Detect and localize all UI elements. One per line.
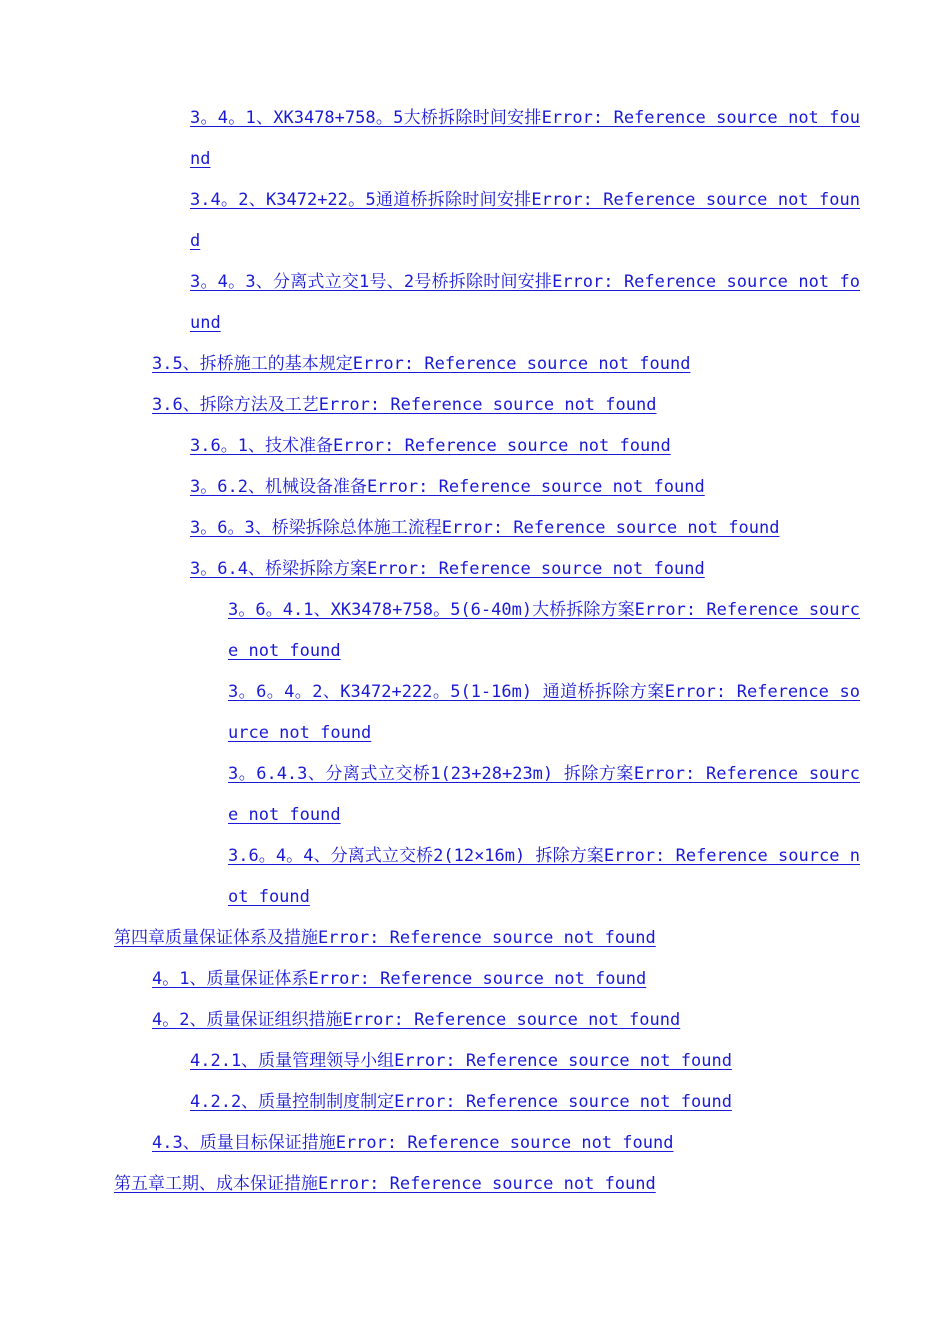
toc-entry-4-3[interactable]: 4.3、质量目标保证措施Error: Reference source not found (152, 1133, 674, 1153)
toc-entry-3-4-3[interactable]: 3。4。3、分离式立交1号、2号桥拆除时间安排Error: Reference source not found (190, 272, 860, 333)
toc-entry-4-2-2[interactable]: 4.2.2、质量控制制度制定Error: Reference source not found (190, 1092, 732, 1112)
toc-entry-3-4-1[interactable]: 3。4。1、XK3478+758。5大桥拆除时间安排Error: Reference source not found (190, 108, 860, 169)
toc-entry-4-2-1[interactable]: 4.2.1、质量管理领导小组Error: Reference source not found (190, 1051, 732, 1071)
toc-entry-3-6-2[interactable]: 3。6.2、机械设备准备Error: Reference source not found (190, 477, 705, 497)
toc-entry-3-6-4-1[interactable]: 3。6。4.1、XK3478+758。5(6-40m)大桥拆除方案Error: Reference source not found (228, 600, 860, 661)
toc-entry-3-5[interactable]: 3.5、拆桥施工的基本规定Error: Reference source not found (152, 354, 691, 374)
toc-entry-4-1[interactable]: 4。1、质量保证体系Error: Reference source not found (152, 969, 647, 989)
table-of-contents (0, 98, 950, 1205)
toc-entry-3-6-4-3[interactable]: 3。6.4.3、分离式立交桥1(23+28+23m) 拆除方案Error: Reference source not found (228, 764, 860, 825)
toc-entry-chapter-4[interactable]: 第四章质量保证体系及措施Error: Reference source not found (114, 928, 656, 948)
toc-entry-3-6-4-4[interactable]: 3.6。4。4、分离式立交桥2(12×16m) 拆除方案Error: Reference source not found (228, 846, 860, 907)
toc-entry-chapter-5[interactable]: 第五章工期、成本保证措施Error: Reference source not found (114, 1174, 656, 1194)
toc-entry-3-6[interactable]: 3.6、拆除方法及工艺Error: Reference source not found (152, 395, 657, 415)
toc-entry-3-6-4[interactable]: 3。6.4、桥梁拆除方案Error: Reference source not found (190, 559, 705, 579)
toc-entry-3-6-4-2[interactable]: 3。6。4。2、K3472+222。5(1-16m) 通道桥拆除方案Error: Reference source not found (228, 682, 860, 743)
toc-entry-3-4-2[interactable]: 3.4。2、K3472+22。5通道桥拆除时间安排Error: Reference source not found (190, 190, 860, 251)
toc-entry-4-2[interactable]: 4。2、质量保证组织措施Error: Reference source not found (152, 1010, 681, 1030)
toc-entry-3-6-1[interactable]: 3.6。1、技术准备Error: Reference source not found (190, 436, 671, 456)
toc-entry-3-6-3[interactable]: 3。6。3、桥梁拆除总体施工流程Error: Reference source not found (190, 518, 780, 538)
